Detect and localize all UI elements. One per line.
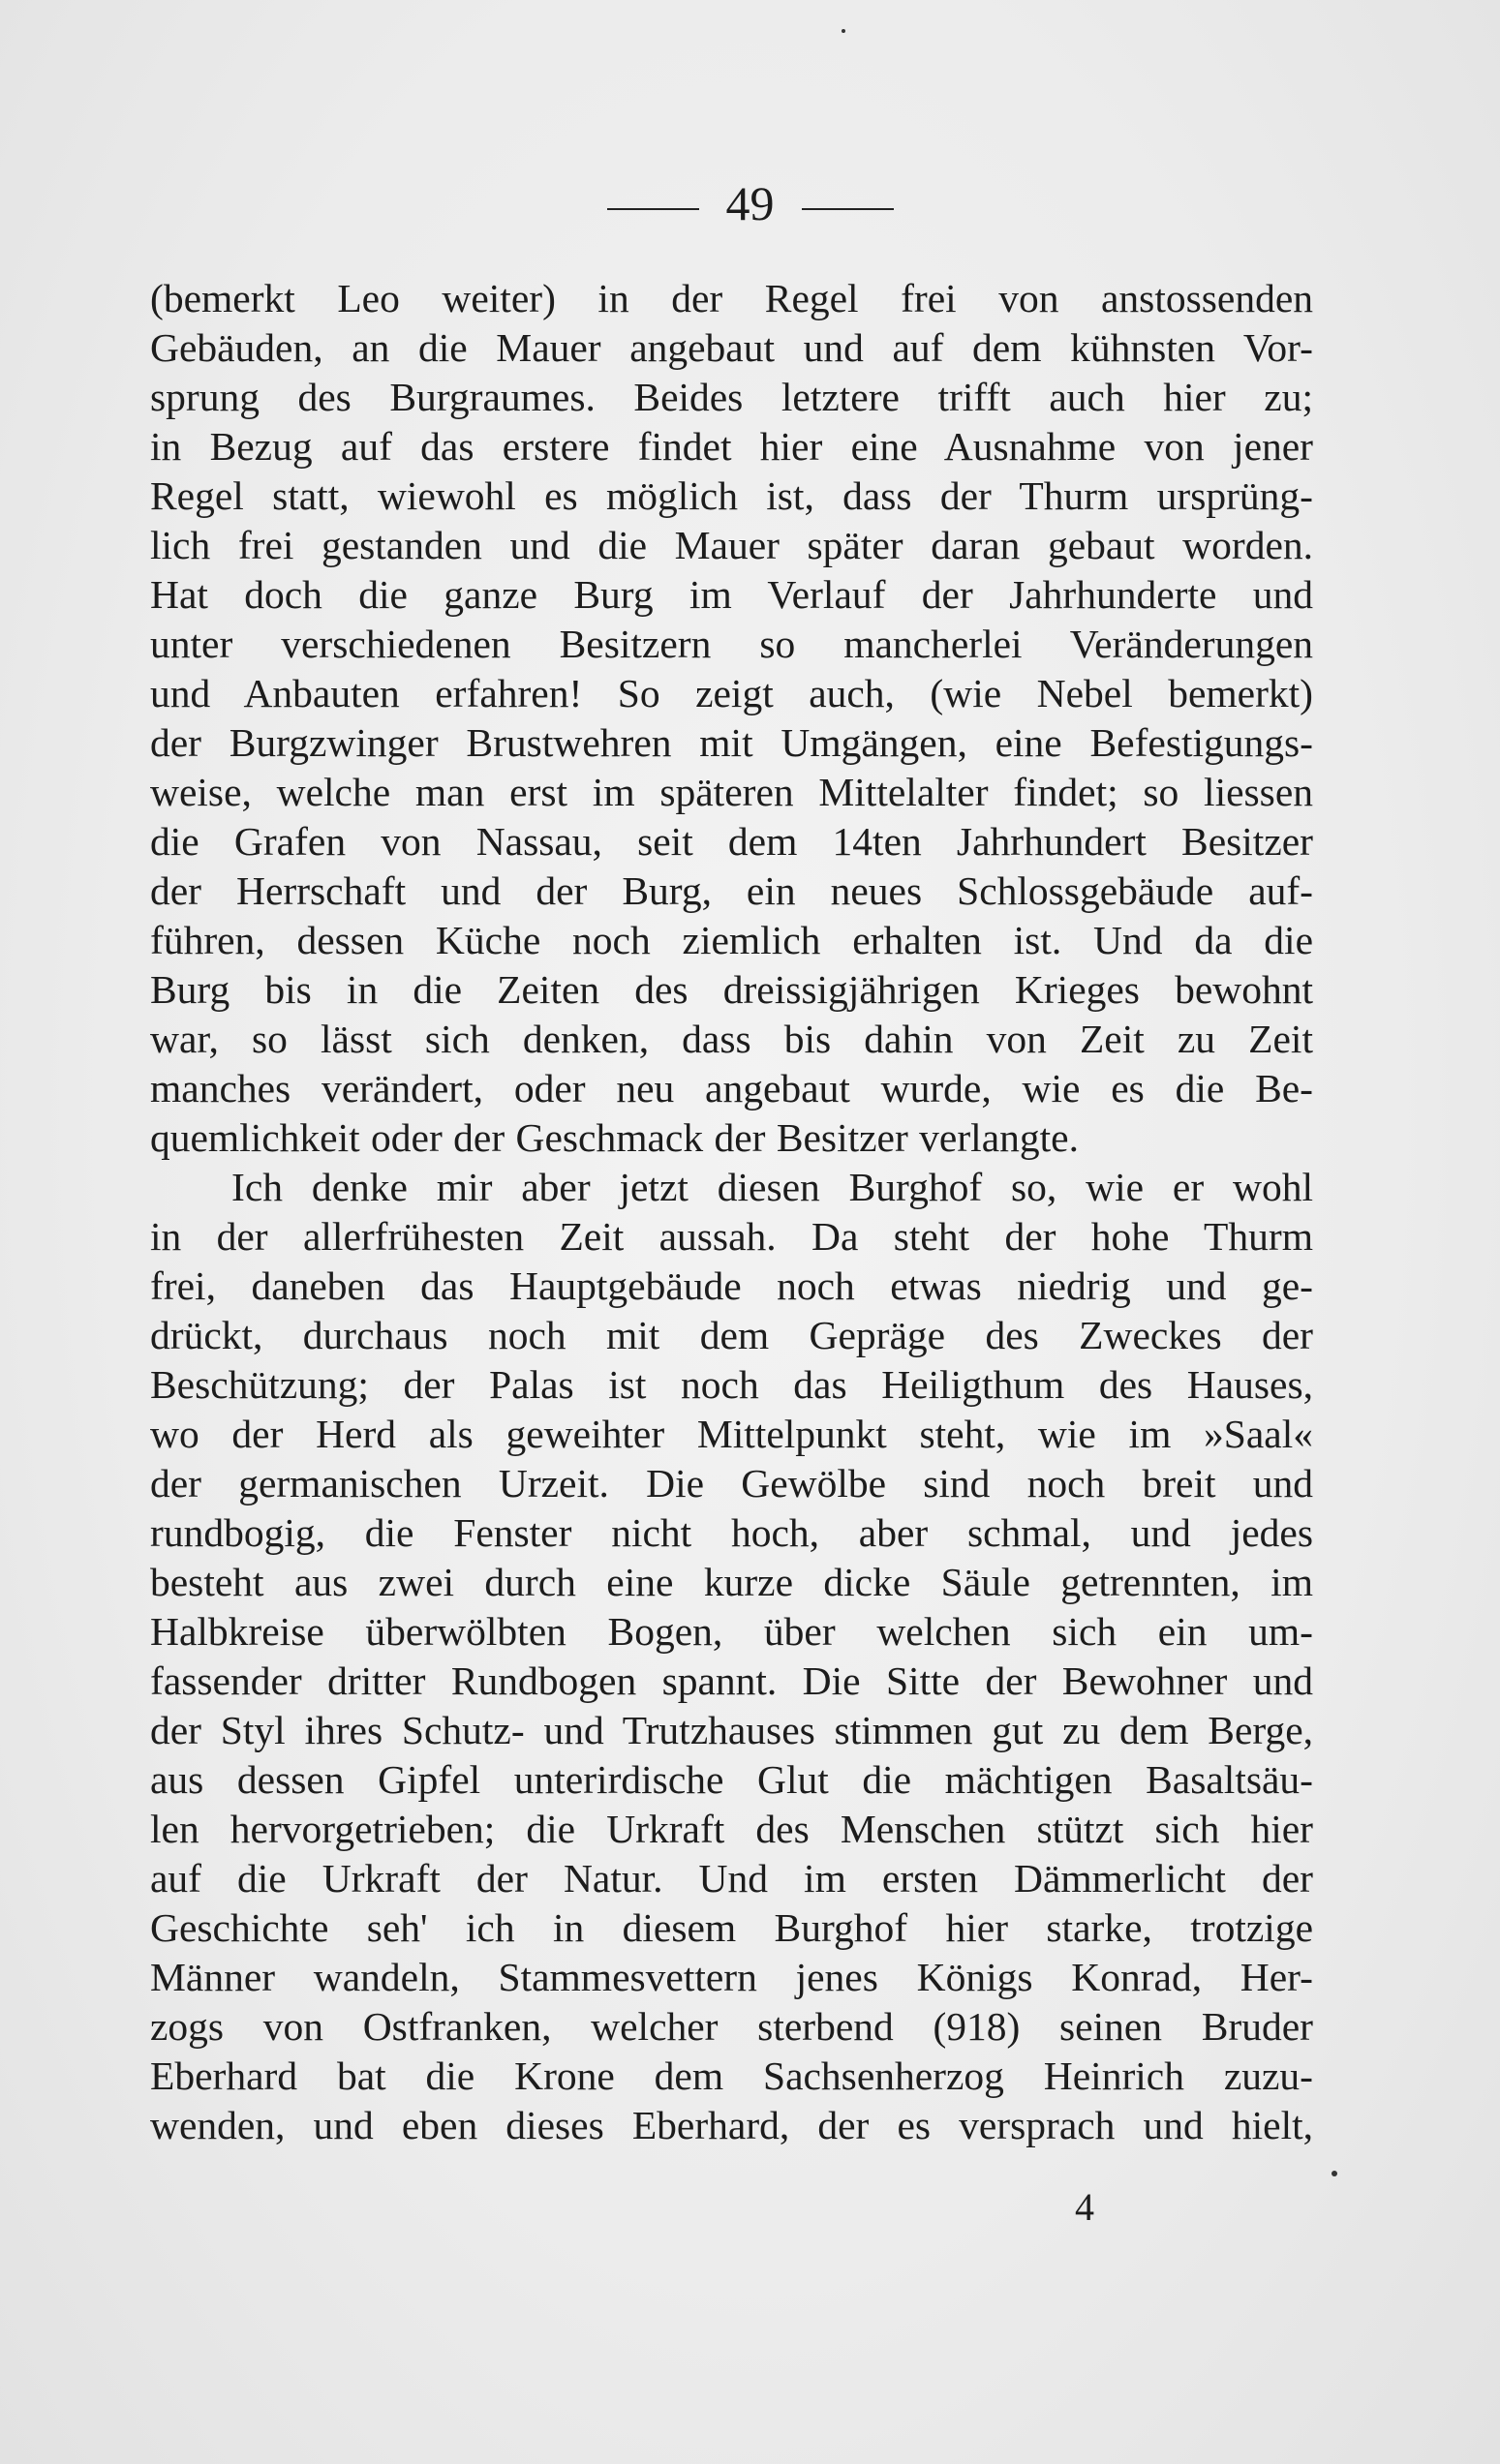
text-line: Regel statt, wiewohl es möglich ist, dass der Thurm ursprüng- — [150, 473, 1313, 518]
text-line: besteht aus zwei durch eine kurze dicke Säule getrennten, im — [150, 1560, 1313, 1604]
text-line: Eberhard bat die Krone dem Sachsenherzog Heinrich zuzu- — [150, 2053, 1313, 2098]
text-line: der Herrschaft und der Burg, ein neues Schlossgebäude auf- — [150, 868, 1313, 913]
text-line: manches verändert, oder neu angebaut wurde, wie es die Be- — [150, 1066, 1313, 1110]
text-line: (bemerkt Leo weiter) in der Regel frei von anstossenden — [150, 276, 1313, 320]
header-rule-right — [802, 208, 894, 210]
text-line: Burg bis in die Zeiten des dreissigjährigen Krieges bewohnt — [150, 967, 1313, 1012]
text-line: aus dessen Gipfel unterirdische Glut die mächtigen Basaltsäu- — [150, 1757, 1313, 1802]
text-line: auf die Urkraft der Natur. Und im ersten Dämmerlicht der — [150, 1856, 1313, 1901]
text-line: drückt, durchaus noch mit dem Gepräge des Zweckes der — [150, 1313, 1313, 1357]
text-line: weise, welche man erst im späteren Mittelalter findet; so liessen — [150, 770, 1313, 814]
text-line: len hervorgetrieben; die Urkraft des Menschen stützt sich hier — [150, 1807, 1313, 1851]
text-line: Halbkreise überwölbten Bogen, über welchen sich ein um- — [150, 1609, 1313, 1654]
signature-mark: 4 — [1075, 2185, 1094, 2229]
ink-speck — [842, 29, 845, 33]
text-line: wo der Herd als geweihter Mittelpunkt steht, wie im »Saal« — [150, 1412, 1313, 1456]
page-number: 49 — [725, 176, 775, 230]
text-line: Ich denke mir aber jetzt diesen Burghof so, wie er wohl — [231, 1165, 1313, 1209]
text-line: in der allerfrühesten Zeit aussah. Da steht der hohe Thurm — [150, 1214, 1313, 1259]
text-line: Gebäuden, an die Mauer angebaut und auf dem kühnsten Vor- — [150, 325, 1313, 370]
text-line: Beschützung; der Palas ist noch das Heiligthum des Hauses, — [150, 1362, 1313, 1407]
text-line: der Burgzwinger Brustwehren mit Umgängen, eine Befestigungs- — [150, 720, 1313, 765]
text-line: führen, dessen Küche noch ziemlich erhalten ist. Und da die — [150, 918, 1313, 962]
text-line: Geschichte seh' ich in diesem Burghof hier starke, trotzige — [150, 1905, 1313, 1950]
text-line: quemlichkeit oder der Geschmack der Besitzer verlangte. — [150, 1115, 1079, 1160]
text-line: sprung des Burgraumes. Beides letztere trifft auch hier zu; — [150, 375, 1313, 419]
text-line: rundbogig, die Fenster nicht hoch, aber schmal, und jedes — [150, 1510, 1313, 1555]
text-line: lich frei gestanden und die Mauer später daran gebaut worden. — [150, 523, 1313, 567]
text-line: fassender dritter Rundbogen spannt. Die Sitte der Bewohner und — [150, 1658, 1313, 1703]
text-line: Hat doch die ganze Burg im Verlauf der Jahrhunderte und — [150, 572, 1313, 617]
text-line: der Styl ihres Schutz- und Trutzhauses stimmen gut zu dem Berge, — [150, 1708, 1313, 1752]
body-text — [150, 274, 1313, 2150]
text-line: die Grafen von Nassau, seit dem 14ten Jahrhundert Besitzer — [150, 819, 1313, 864]
text-line: frei, daneben das Hauptgebäude noch etwas niedrig und ge- — [150, 1263, 1313, 1308]
text-line: zogs von Ostfranken, welcher sterbend (918) seinen Bruder — [150, 2004, 1313, 2049]
ink-speck — [1332, 2171, 1337, 2176]
text-line: in Bezug auf das erstere findet hier eine Ausnahme von jener — [150, 424, 1313, 469]
text-line: war, so lässt sich denken, dass bis dahin von Zeit zu Zeit — [150, 1017, 1313, 1061]
text-line: der germanischen Urzeit. Die Gewölbe sind noch breit und — [150, 1461, 1313, 1506]
page-header — [0, 174, 1500, 232]
text-line: wenden, und eben dieses Eberhard, der es versprach und hielt, — [150, 2103, 1313, 2147]
text-line: unter verschiedenen Besitzern so mancherlei Veränderungen — [150, 622, 1313, 666]
header-rule-left — [607, 208, 699, 210]
text-line: und Anbauten erfahren! So zeigt auch, (wie Nebel bemerkt) — [150, 671, 1313, 715]
text-line: Männer wandeln, Stammesvettern jenes Königs Konrad, Her- — [150, 1955, 1313, 1999]
